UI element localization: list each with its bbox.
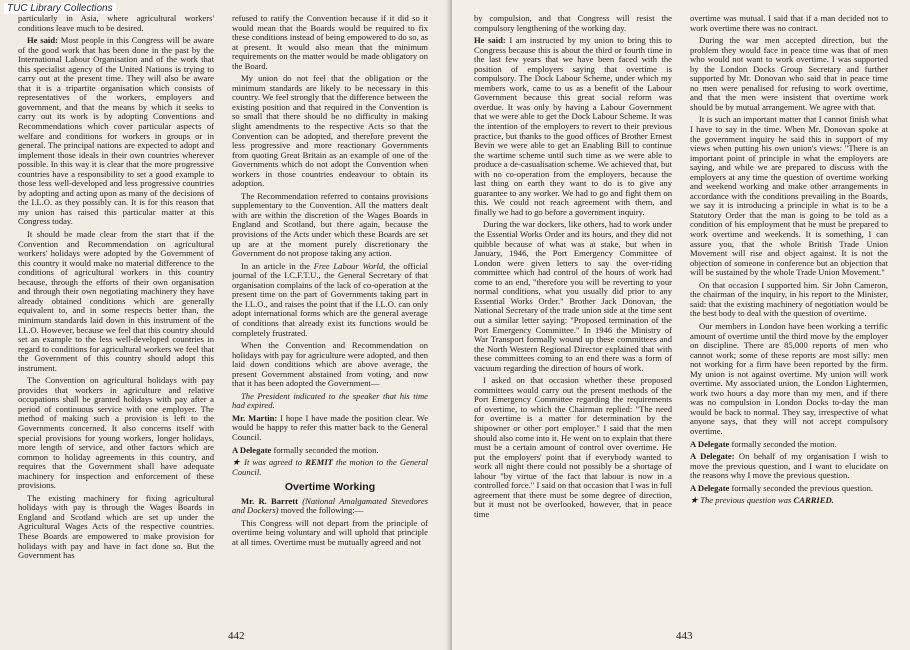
paragraph-text: , the official journal of the I.C.F.T.U., the General Secretary of that organisation complains of the lack of co-operation at the present time on the part of Governments taking part in the I.L.O., and raises the point that if the I.L.O. can only adopt international forms which are the general average of conditions that already exist its functions would be completely frustrated.: [232, 260, 428, 338]
paragraph: During the war dockers, like others, had to work under the Essential Works Order and its hours, and they did not quibble because of what was at stake, but when in January, 1946, the Port Emergency Committee of London were given letters to say the over-riding committee which had control of the hours of work had come to an end, "therefore you will be reverting to your normal conditions, what you usually did prior to any Essential Works Order." Brother Jack Donovan, the National Secretary of the trade union side at the time sent out a similar letter saying: "Proposed termination of the Port Emergency Committee." In 1946 the Ministry of War Transport formally wound up these committees and the North Western Regional Director explained that with these committees coming to an end there was a form of vacuum regarding the direction of hours of work.: [474, 219, 672, 373]
paragraph-text: I am instructed by my union to bring this to Congress because this is about the third or fourth time in the last few years that we have been faced with the position of employers saying that overtime is compulsory. The Dock Labour Scheme, under which my members work, came to us as a benefit of the Labour Government because this great social reform was overdue. It was only by having a Labour Government that we were able to get the Dock Labour Scheme. It was the intention of the employers to revert to their previous practice, but thanks to the good offices of Brother Ernest Bevin we were able to get an Enabling Bill to continue the wartime scheme until such time as we were able to produce a de-casualisation scheme. We achieved that, but with no co-operation from the employers, because the last thing on earth they want to do is to give any guarantee to any worker. We had to go and fight them on this. We could not reach agreement with them, and finally we had to go before a government inquiry.: [474, 35, 672, 217]
paragraph: overtime was mutual. I said that if a man decided not to work overtime there was no contract.: [690, 14, 888, 33]
paragraph-text: the motion to the General Council.: [232, 457, 428, 477]
paragraph-text: formally seconded the previous question.: [729, 482, 874, 493]
paragraph-text: moved the following:—: [278, 505, 364, 516]
paragraph: It should be made clear from the start that if the Convention and Recommendation on agricultural workers' holidays were adopted by the Government of this country it would make no material difference to the conditions of agricultural workers in this country because, through the efforts of their own organisation and through their own negotiating machinery they have already obtained conditions which are generally equivalent to, and in some respects better than, the minimum standards laid down in this instrument of the I.L.O. However, because we feel that this country should set an example to the less well-developed countries in regard to conditions for agricultural workers we feel that the Government of this country should adopt this instrument.: [18, 229, 214, 373]
speaker-label: Mr. Martin:: [232, 412, 278, 423]
paragraph: [232, 414, 428, 443]
section-heading: Overtime Working: [284, 481, 376, 494]
column-2: [232, 14, 428, 604]
paragraph: It is such an important matter that I cannot finish what I have to say in the time. When Mr. Donovan spoke at the government inquiry he said this in support of my views when putting his own union's views: "There is an important point of principle in what the employers are saying, and while we are prepared to discuss with the employers at any time the question of overtime working and weekend working and make other arrangements in accordance with the conditions prevailing in the Boards, we say it is introducing a principle in what is to be a Statutory Order that the man is going to be told as a condition of his employment that he must be prepared to work overtime and weekends. It is something, I can assure you, that the whole British Trade Union Movement will rise and object against. It is not the objection of someone in conference but an objection that will be sustained by the whole Trade Union Movement.": [690, 114, 888, 278]
paragraph: [232, 262, 428, 338]
paragraph: On that occasion I supported him. Sir John Cameron, the chairman of the inquiry, in his report to the Minister, said: that the existing machinery of negotiation would be the best body to deal with the question of overtime.: [690, 279, 888, 319]
decision-word: REMIT: [305, 457, 333, 468]
paragraph: particularly in Asia, where agricultural workers' conditions leave much to be desired.: [18, 14, 214, 33]
paragraph: [232, 446, 428, 456]
speaker-label: He said:: [27, 35, 58, 46]
paragraph: The Recommendation referred to contains provisions supplementary to the Convention. All the matters dealt with are within the discretion of the Wages Boards in England and Scotland, but there again, because the provisions of the Acts under which these Boards are set up are at the moment purely discretionary the Government do not propose taking any action.: [232, 190, 428, 259]
paragraph: I asked on that occasion whether these proposed committees would carry out the present methods of the Port Emergency Committee regarding the requirements of overtime, to which the Chairman replied: "The need for overtime is a matter for determination by the shipowner or other port employer." I said that the men should also come into it. He went on to explain that there must be a certain amount of control over overtime. He put the employers' point that if everybody wanted to work all night there could not possibly be a shortage of labour "by virtue of the fact that labour is now in a controlled force." I said on that occasion that I was in full agreement that there must be some degree of direction, but it must not be overlooked, however, that in peace time: [474, 375, 672, 519]
paragraph: Our members in London have been working a terrific amount of overtime until the third move by the employer on discipline. There are 85,000 reports of men who cannot work; some of these reports are most silly: men not working for a firm have been reported by the firm. My union is not against overtime. My union will work overtime. My associated union, the London Lightermen, work two hours a day more than my men, and if there was no compulsion in London Docks to-day the man would be back to normal. They say, irrespective of what anyone says, that they will not accept compulsory overtime.: [690, 320, 888, 436]
paragraph-text: formally seconded the motion.: [271, 444, 379, 455]
paragraph-text: In an article in the: [241, 260, 314, 271]
speaker-label: A Delegate: [690, 482, 730, 493]
paragraph-text: formally seconded the motion.: [729, 438, 837, 449]
president-note: The President indicated to the speaker that his time had expired.: [232, 390, 428, 411]
paragraph-text: I hope I have made the position clear. We would be happy to refer this matter back to the General Council.: [232, 412, 428, 442]
motion-text: This Congress will not depart from the principle of overtime being voluntary and will uphold that principle at all times. Overtime must be mutually agreed and not: [232, 517, 428, 547]
union-name: (National Amalgamated Stevedores and Dockers): [232, 495, 428, 516]
column-1: [18, 14, 214, 604]
motion-text: by compulsion, and that Congress will resist the compulsory lengthening of the working day.: [474, 14, 672, 33]
decision-line: [232, 458, 428, 477]
paragraph: My union do not feel that the obligation or the minimum standards are likely to be necessary in this country. We feel strongly that the difference between the existing position and that required in the Convention is so small that there should be no difficulty in making slight amendments to the respective Acts so that the Convention can be adopted, and therefore prevent the less progressive and more reactionary Governments from quoting Great Britain as an example of one of the Governments which do not adopt the Convention when workers in those countries endeavour to obtain its adoption.: [232, 73, 428, 189]
speaker-label: A Delegate:: [690, 451, 735, 462]
paragraph: [690, 452, 888, 481]
left-page: [0, 0, 452, 650]
paragraph: The Convention on agricultural holidays with pay provides that workers in agriculture and relative occupations shall be granted holidays with pay after a period of continuous service with one employer. The method of making such a provision is left to the Governments concerned. It also concerns itself with special provisions for young workers, longer holidays, more length of service, and other factors which are common to holiday agreements in this country, and requires that the Government shall have adequate machinery for inspection and enforcement of these provisions.: [18, 375, 214, 491]
paragraph-text: It was agreed to: [244, 457, 306, 468]
decision-word: CARRIED.: [793, 495, 834, 506]
paragraph-text: Most people in this Congress will be aware of the good work that has been done in the past by the International Labour Organisation and of the work that this specialist agency of the United Nations is trying to carry out at the present time. They will also be aware that it is a tripartite organisation which consists of representatives of the workers, employers and government, and that the means by which it seeks to carry out its work is by adopting Conventions and Recommendations which cover particular aspects of welfare and conditions for workers in groups or in general. The principal nations are expected to adopt and implement those ideals in their own countries wherever possible. In this way it is clear that the more progressive countries have a responsibility to set a good example to those less well-developed and less progressive countries by adopting and acting upon as many of the decisions of the I.L.O. as they possibly can. It is for this reason that my union has raised this particular matter at this Congress today.: [18, 35, 214, 227]
paragraph: [18, 36, 214, 227]
page-number-left: 442: [228, 630, 245, 642]
column-3: [474, 14, 672, 604]
speaker-label: A Delegate: [232, 444, 272, 455]
paragraph: During the war men accepted direction, but the problem they would face in peace time was that of men who would not want to work overtime. I was supported by the London Docks Group Secretary and further supported by Mr. Donovan who said that in peace time no men were penalised for refusing to work overtime, and that the men were insistent that overtime work should be by mutual arrangement. We agree with that.: [690, 35, 888, 112]
speaker-label: A Delegate: [690, 438, 730, 449]
star-icon: ★: [232, 457, 241, 468]
paragraph: [232, 497, 428, 516]
page-number-right: 443: [676, 630, 693, 642]
paragraph: When the Convention and Recommendation on holidays with pay for agriculture were adopted, and then laid down conditions which are above average, the present Government abstained from voting, and now that it has been adopted the Government—: [232, 340, 428, 389]
paragraph: The existing machinery for fixing agricultural holidays with pay is through the Wages Boards in England and Scotland which are set up under the Agricultural Wages Acts of the respective countries. These Boards are empowered to make provision for holidays with pay and have in fact done so. But the Government has: [18, 492, 214, 561]
speaker-label: He said:: [474, 35, 506, 46]
decision-line: [690, 496, 888, 506]
paragraph: [690, 440, 888, 450]
paragraph: [474, 36, 672, 217]
column-4: [690, 14, 888, 604]
paragraph-text: On behalf of my organisation I wish to move the previous question, and I want to elucidate on the reasons why I move the previous question.: [690, 451, 888, 481]
speaker-label: Mr. R. Barrett: [241, 495, 299, 506]
paragraph: [690, 484, 888, 494]
paragraph-text: The previous question was: [700, 495, 794, 506]
journal-title: Free Labour World: [313, 260, 384, 271]
watermark-label: TUC Library Collections: [4, 3, 116, 14]
star-icon: ★: [690, 495, 699, 506]
right-page: [452, 0, 910, 650]
paragraph: refused to ratify the Convention because if it did so it would mean that the Boards would be required to fix these conditions instead of being empowered to do so, as at present. It would also mean that the minimum requirements on the matter would be made obligatory on the Board.: [232, 14, 428, 71]
